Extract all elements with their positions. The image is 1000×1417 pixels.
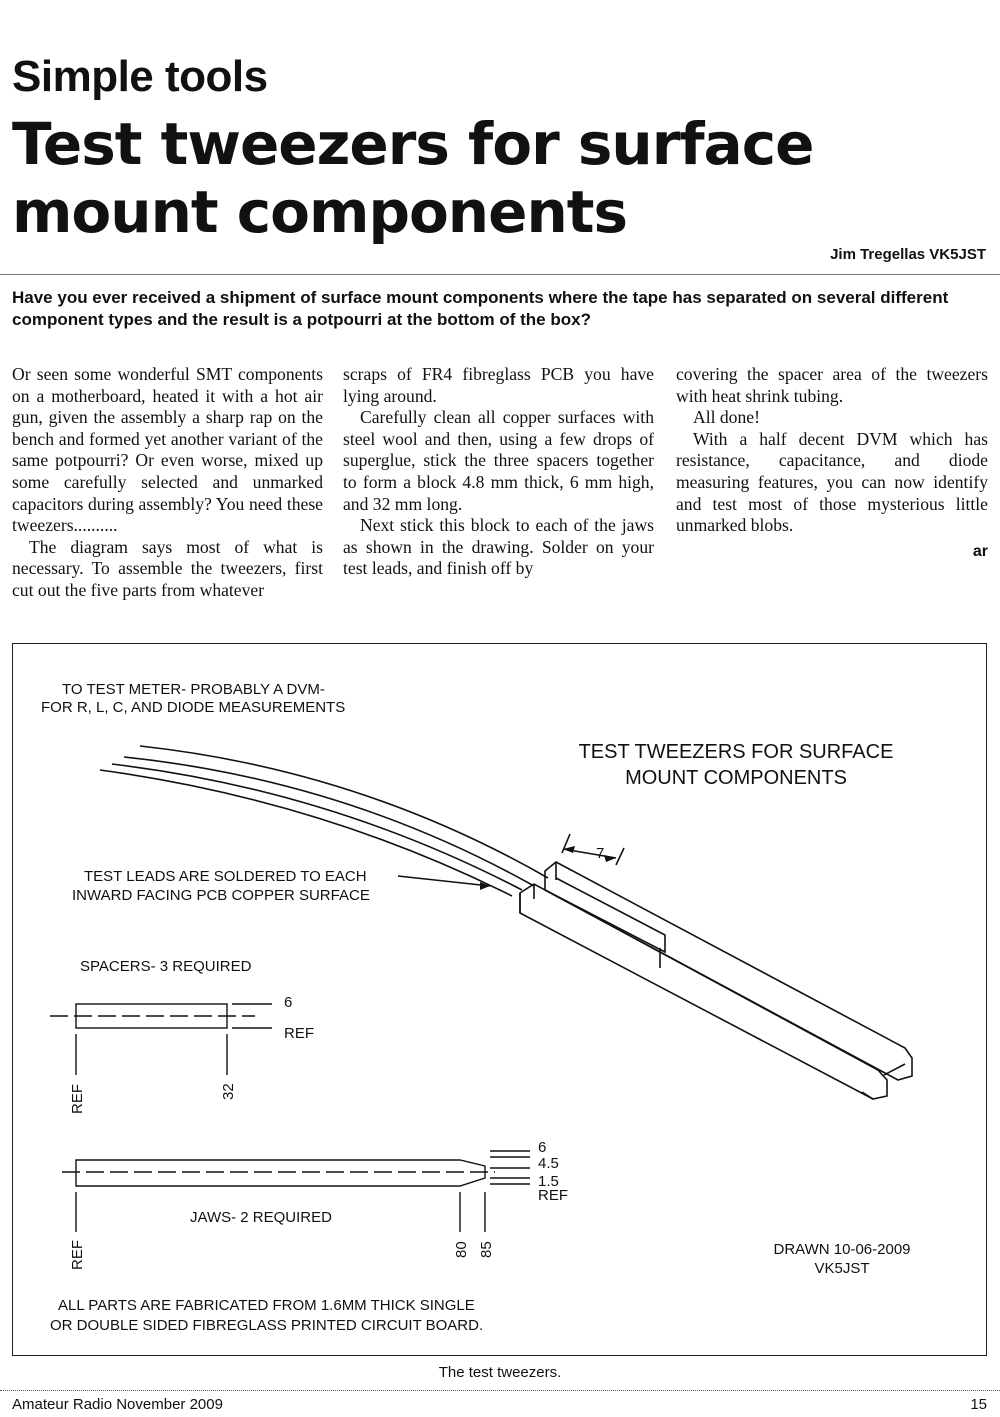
upper-jaw [545,862,912,1080]
jaw-dimension-4-5: 4.5 [538,1155,559,1172]
meter-note-line2: FOR R, L, C, AND DIODE MEASUREMENTS [41,699,346,716]
leads-note-line1: TEST LEADS ARE SOLDERED TO EACH [84,868,367,885]
test-lead-1 [140,746,548,878]
spacer-dimension-6: 6 [284,994,293,1011]
lower-jaw [520,884,887,1099]
article-lede: Have you ever received a shipment of surface mount components where the tape has separated on several different component types and the result is a potpourri at the bottom of the box? [12,288,949,329]
leads-note-line2: INWARD FACING PCB COPPER SURFACE [72,887,370,904]
spacer-ref-right: REF [284,1025,314,1042]
figure-title-line1: TEST TWEEZERS FOR SURFACE [578,741,894,763]
author-byline: Jim Tregellas VK5JST [830,246,986,263]
meter-note-line1: TO TEST METER- PROBABLY A DVM- [62,681,325,698]
materials-note-line2: OR DOUBLE SIDED FIBREGLASS PRINTED CIRCUIT BOARD. [50,1317,484,1334]
figure-title-line2: MOUNT COMPONENTS [625,767,847,789]
materials-note-line1: ALL PARTS ARE FABRICATED FROM 1.6MM THICK SINGLE [58,1297,475,1314]
paragraph: The diagram says most of what is necessary. To assemble the tweezers, first cut out the five parts from whatever [12,536,323,600]
jaw-dimension-85: 85 [478,1241,495,1258]
section-kicker: Simple tools [12,52,268,101]
paragraph: All done! [693,407,760,428]
drawn-by: VK5JST [814,1260,870,1277]
jaw-dimension-80: 80 [453,1241,470,1258]
spacer-dimension-32: 32 [220,1083,237,1100]
jaw-ref-right: REF [538,1187,568,1204]
end-mark: ar [972,542,988,560]
footer-divider [0,1390,1000,1391]
spacers-label: SPACERS- 3 REQUIRED [80,958,252,975]
paragraph: Or seen some wonderful SMT components on a motherboard, heated it with a hot air gun, given the assembly a sharp rap on the bench and formed yet another variant of the same potpourri? Or even worse, mixed up some carefully selected and unmarked capacitors during assembly? You need these tweezers.......... [12,364,323,536]
page-number: 15 [970,1396,987,1413]
jaws-label: JAWS- 2 REQUIRED [190,1209,332,1226]
article-title: Test tweezers for surface mount components [12,110,814,246]
dimension-7: 7 [596,845,605,862]
figure-caption: The test tweezers. [438,1364,562,1381]
paragraph: Carefully clean all copper surfaces with steel wool and then, using a few drops of superglue, stick the three spacers together to form a block 4.8 mm thick, 6 mm high, and 32 mm long. [343,407,654,514]
spacer-block [545,878,665,952]
paragraph: scraps of FR4 fibreglass PCB you have lying around. [343,364,654,406]
jaw-dimension-6: 6 [538,1139,547,1156]
drawn-date: DRAWN 10-06-2009 [773,1241,911,1258]
footer-publication: Amateur Radio November 2009 [12,1396,223,1413]
jaw-dimension-1-5: 1.5 [538,1173,559,1190]
jaw-part [76,1160,485,1186]
spacer-ref-bottom: REF [69,1084,86,1114]
jaw-ref-bottom: REF [69,1240,86,1270]
paragraph: covering the spacer area of the tweezers with heat shrink tubing. [676,364,988,406]
paragraph: With a half decent DVM which has resistance, capacitance, and diode measuring features, you can now identify and test most of those mysterious little unmarked blobs. [676,428,988,536]
paragraph: Next stick this block to each of the jaws as shown in the drawing. Solder on your test leads, and finish off by [343,515,654,579]
